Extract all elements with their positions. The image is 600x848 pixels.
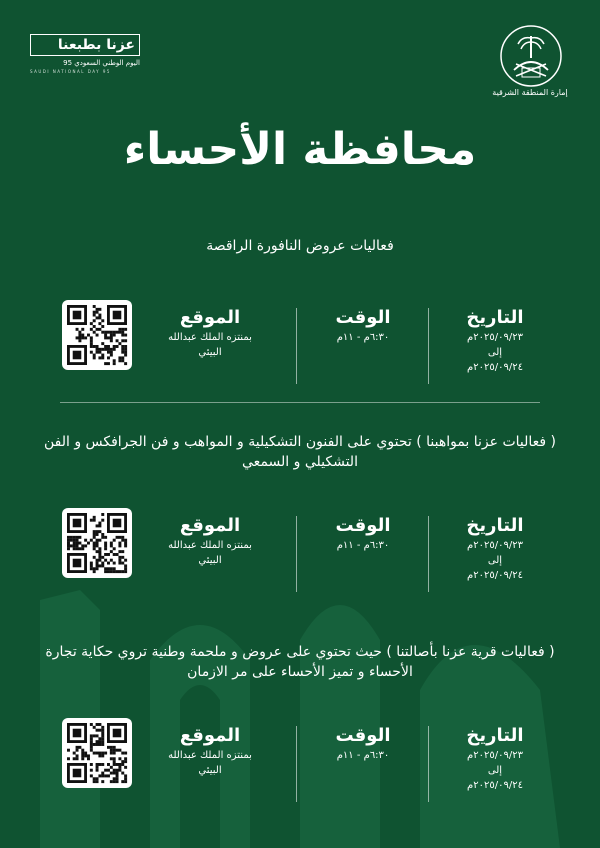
column-divider	[428, 308, 429, 384]
date-separator: إلى	[487, 555, 503, 566]
time-value: ٦:٣٠م - ١١م	[336, 540, 390, 551]
time-column	[298, 300, 428, 390]
location-line-1: بمنتزه الملك عبدالله	[168, 332, 252, 343]
section-heading-2: ( فعاليات عزنا بمواهبنا ) تحتوي على الفنون التشكيلية و المواهب و فن الجرافكس و الفن التشكيلي و السمعي	[43, 434, 557, 470]
time-column	[298, 718, 428, 808]
location-column	[130, 508, 290, 598]
date-column	[430, 508, 560, 598]
date-to: ٢٠٢٥/٠٩/٢٤م	[467, 780, 523, 791]
date-label: التاريخ	[466, 307, 524, 328]
column-divider	[296, 726, 297, 802]
location-label: الموقع	[179, 515, 241, 536]
location-label: الموقع	[179, 725, 241, 746]
time-label: الوقت	[335, 515, 391, 536]
date-to: ٢٠٢٥/٠٩/٢٤م	[467, 570, 523, 581]
column-divider	[428, 516, 429, 592]
date-separator: إلى	[487, 347, 503, 358]
national-day-logo	[30, 34, 140, 74]
date-column	[430, 300, 560, 390]
date-label: التاريخ	[466, 515, 524, 536]
section-heading-1: فعاليات عروض النافورة الراقصة	[206, 238, 394, 254]
event-info-row-2	[40, 508, 560, 598]
date-from: ٢٠٢٥/٠٩/٢٣م	[467, 540, 523, 551]
time-column	[298, 508, 428, 598]
column-divider	[296, 516, 297, 592]
emblem-caption: إمارة المنطقة الشرقية	[492, 88, 568, 97]
national-day-subtitle: اليوم الوطني السعودي 95	[63, 59, 140, 67]
location-line-1: بمنتزه الملك عبدالله	[168, 540, 252, 551]
event-info-row-1	[40, 300, 560, 390]
date-to: ٢٠٢٥/٠٩/٢٤م	[467, 362, 523, 373]
page-title: محافظة الأحساء	[123, 124, 477, 175]
time-value: ٦:٣٠م - ١١م	[336, 332, 390, 343]
date-separator: إلى	[487, 765, 503, 776]
location-column	[130, 300, 290, 390]
column-divider	[428, 726, 429, 802]
location-column	[130, 718, 290, 808]
section-heading-3: ( فعاليات قرية عزنا بأصالتنا ) حيث تحتوي على عروض و ملحمة وطنية تروي حكاية تجارة الأحساء و تميز الأحساء على مر الازمان	[45, 644, 555, 680]
time-label: الوقت	[335, 725, 391, 746]
national-day-en: SAUDI NATIONAL DAY 95	[30, 69, 111, 74]
qr-code-icon[interactable]	[62, 508, 132, 578]
qr-code-icon[interactable]	[62, 718, 132, 788]
location-label: الموقع	[179, 307, 241, 328]
location-line-2: البيئي	[198, 347, 222, 358]
national-day-logo-text: عزنا بطبعنا	[30, 34, 140, 56]
date-label: التاريخ	[466, 725, 524, 746]
section-divider	[60, 402, 540, 403]
location-line-2: البيئي	[198, 555, 222, 566]
time-label: الوقت	[335, 307, 391, 328]
column-divider	[296, 308, 297, 384]
time-value: ٦:٣٠م - ١١م	[336, 750, 390, 761]
qr-code-icon[interactable]	[62, 300, 132, 370]
location-line-2: البيئي	[198, 765, 222, 776]
location-line-1: بمنتزه الملك عبدالله	[168, 750, 252, 761]
date-from: ٢٠٢٥/٠٩/٢٣م	[467, 332, 523, 343]
event-info-row-3	[40, 718, 560, 808]
date-from: ٢٠٢٥/٠٩/٢٣م	[467, 750, 523, 761]
date-column	[430, 718, 560, 808]
palm-swords-emblem-icon	[496, 24, 566, 88]
